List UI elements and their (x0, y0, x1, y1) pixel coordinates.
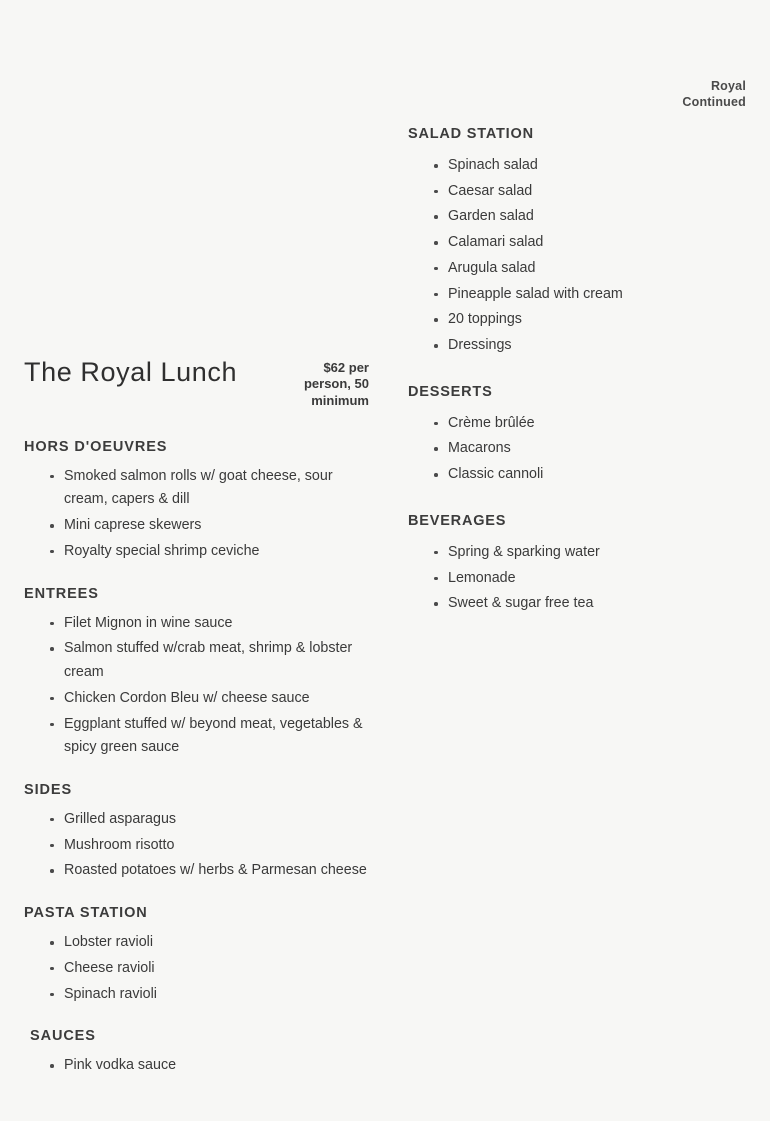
menu-item: Spring & sparking water (448, 541, 738, 565)
menu-section (24, 1028, 369, 1078)
menu-item: Roasted potatoes w/ herbs & Parmesan cheese (64, 859, 369, 883)
section-heading: SIDES (24, 781, 73, 798)
menu-item: Dressings (448, 334, 738, 358)
menu-item-list (24, 808, 369, 883)
menu-item: Lemonade (448, 567, 738, 591)
section-heading: DESSERTS (408, 383, 493, 400)
menu-section (408, 126, 738, 358)
menu-item-list (24, 1054, 369, 1078)
menu-item: Grilled asparagus (64, 808, 369, 832)
right-sections-container (408, 126, 738, 616)
menu-item: Spinach ravioli (64, 983, 369, 1007)
menu-item: Cheese ravioli (64, 957, 369, 981)
menu-section (24, 905, 369, 1006)
menu-item: Royalty special shrimp ceviche (64, 540, 369, 564)
menu-item: Chicken Cordon Bleu w/ cheese sauce (64, 687, 369, 711)
menu-section (24, 439, 369, 564)
menu-item: Salmon stuffed w/crab meat, shrimp & lobster cream (64, 637, 369, 684)
menu-item: Pink vodka sauce (64, 1054, 369, 1078)
menu-section (408, 513, 738, 616)
left-sections-container (24, 439, 369, 1078)
menu-item: Calamari salad (448, 231, 738, 255)
section-heading: SAUCES (30, 1028, 96, 1045)
continued-line-1: Royal (710, 79, 746, 93)
menu-item: Arugula salad (448, 257, 738, 281)
continued-line-2: Continued (682, 95, 746, 110)
menu-item: Crème brûlée (448, 412, 738, 436)
menu-item: Garden salad (448, 205, 738, 229)
page-title: The Royal Lunch (24, 357, 238, 387)
section-heading: BEVERAGES (408, 512, 507, 529)
menu-item: Mushroom risotto (64, 834, 369, 858)
section-heading: HORS D'OEUVRES (24, 438, 168, 455)
menu-item: Smoked salmon rolls w/ goat cheese, sour cream, capers & dill (64, 465, 369, 512)
left-column (24, 350, 369, 1100)
section-heading: PASTA STATION (24, 905, 148, 922)
menu-item-list (408, 412, 738, 487)
menu-item-list (24, 931, 369, 1006)
menu-item-list (24, 465, 369, 564)
menu-item: Pineapple salad with cream (448, 283, 738, 307)
menu-item: 20 toppings (448, 308, 738, 332)
menu-item: Mini caprese skewers (64, 514, 369, 538)
menu-item: Caesar salad (448, 180, 738, 204)
menu-item: Eggplant stuffed w/ beyond meat, vegetables & spicy green sauce (64, 713, 369, 760)
menu-item: Sweet & sugar free tea (448, 592, 738, 616)
menu-section (24, 586, 369, 760)
continued-label (586, 78, 746, 111)
menu-item-list (408, 154, 738, 358)
menu-section (408, 384, 738, 487)
menu-section (24, 782, 369, 883)
title-row (24, 350, 369, 409)
menu-item-list (408, 541, 738, 616)
menu-item-list (24, 612, 369, 760)
menu-item: Filet Mignon in wine sauce (64, 612, 369, 636)
section-heading: SALAD STATION (408, 126, 534, 142)
menu-item: Lobster ravioli (64, 931, 369, 955)
menu-item: Macarons (448, 437, 738, 461)
menu-item: Classic cannoli (448, 463, 738, 487)
menu-item: Spinach salad (448, 154, 738, 178)
section-heading: ENTREES (24, 585, 99, 602)
right-column (408, 126, 738, 642)
price-note: $62 per person, 50 minimum (303, 360, 369, 408)
